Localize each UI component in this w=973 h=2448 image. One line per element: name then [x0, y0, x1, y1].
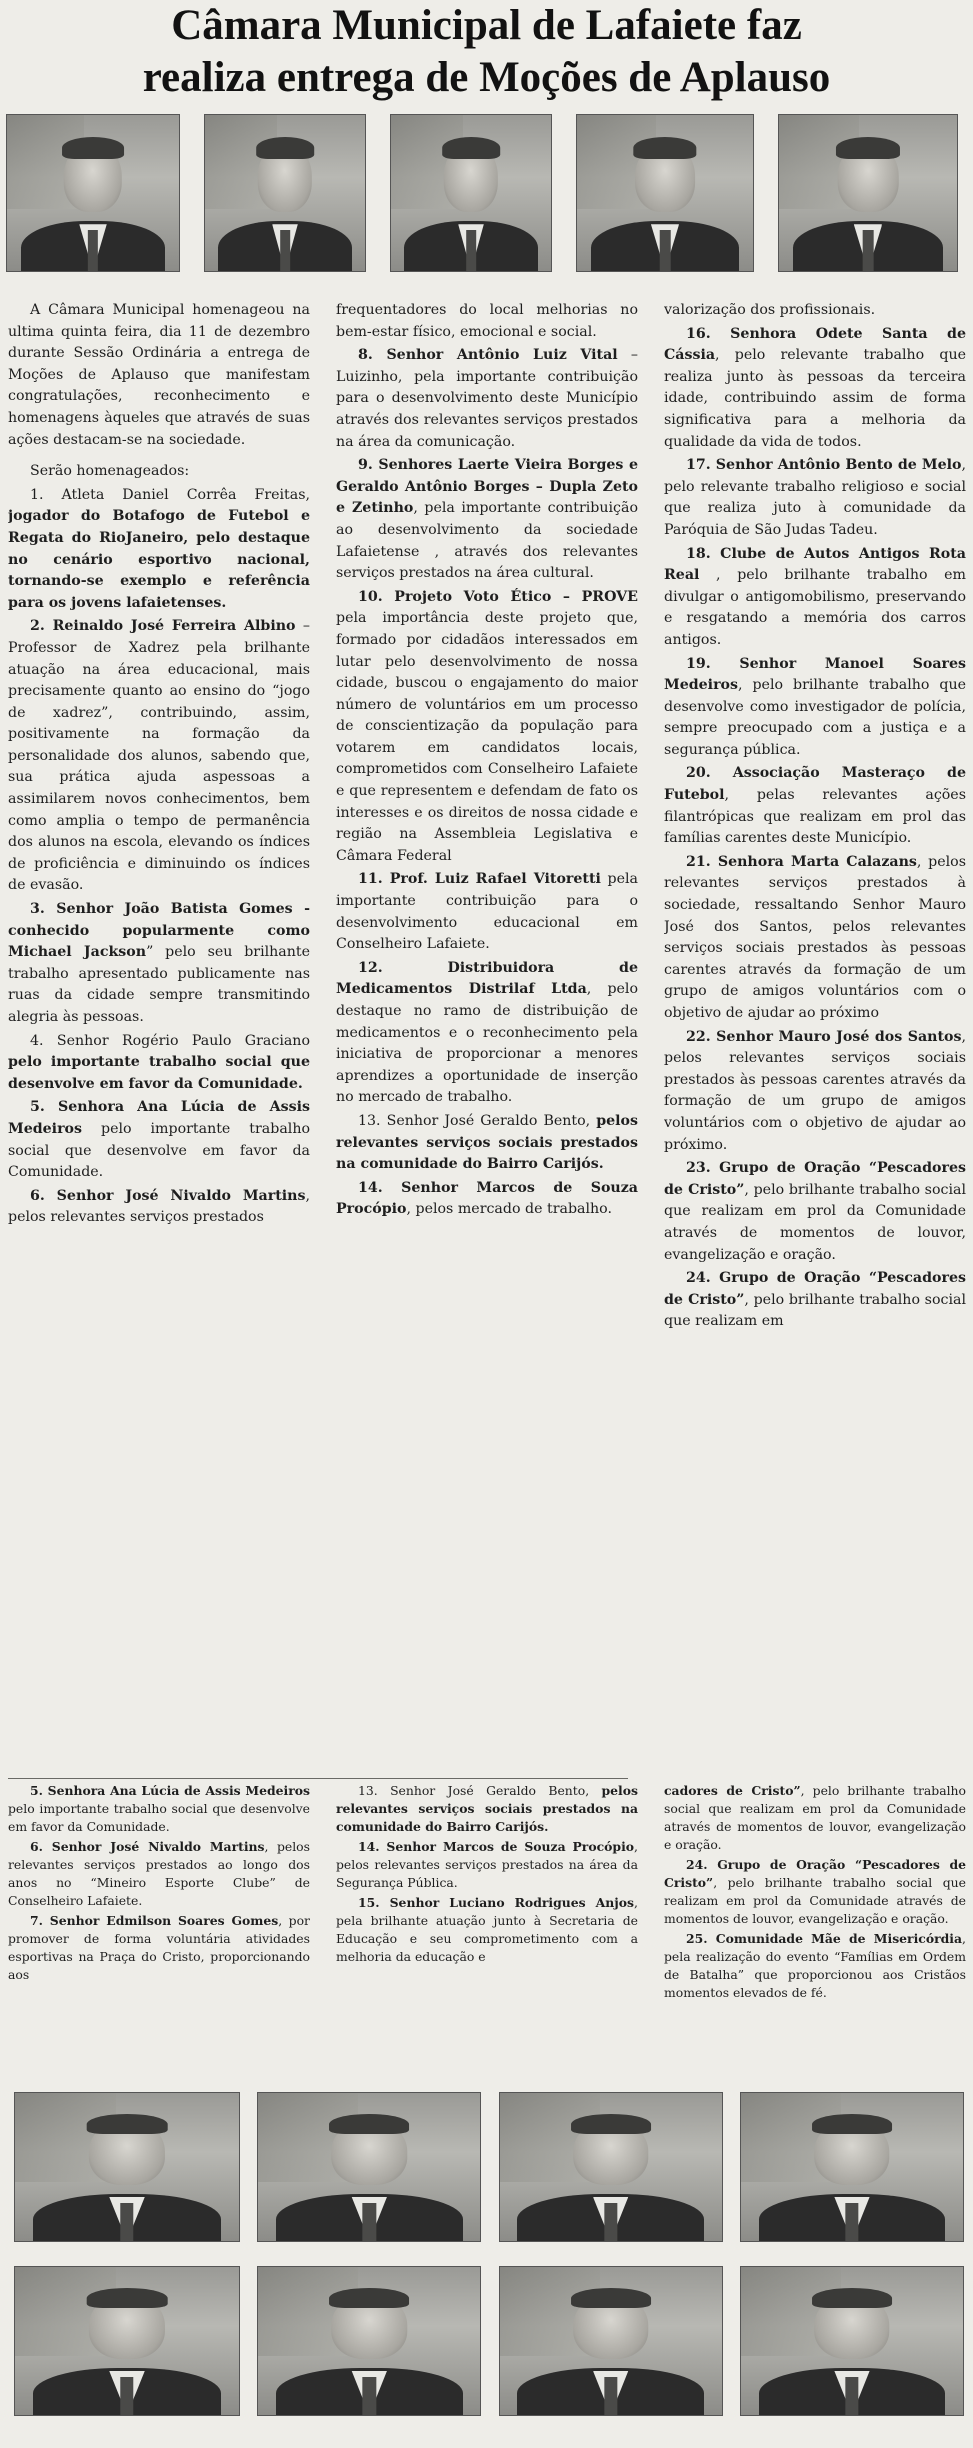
honoree-item: 25. Comunidade Mãe de Misericórdia, pela realização do evento “Famílias em Ordem de Batalha” que proporcionou aos Cristãos momentos elevados de fé. — [664, 1931, 966, 2000]
column-3 — [664, 300, 966, 1780]
portrait-photo — [257, 2092, 481, 2242]
honoree-item: 20. Associação Masteraço de Futebol, pelas relevantes ações filantrópicas que realizam em prol das famílias carentes deste Município. — [664, 765, 966, 847]
honoree-item: 5. Senhora Ana Lúcia de Assis Medeiros pelo importante trabalho social que desenvolve em favor da Comunidade. — [8, 1783, 310, 1834]
honoree-item: 9. Senhores Laerte Vieira Borges e Geraldo Antônio Borges – Dupla Zeto e Zetinho, pela importante contribuição ao desenvolvimento da sociedade Lafaietense , através dos relevantes serviços prestados na área cultural. — [336, 457, 638, 582]
headline-line-1: Câmara Municipal de Lafaiete faz — [171, 2, 802, 49]
lower-column-3 — [664, 1782, 966, 2072]
honoree-item: 6. Senhor José Nivaldo Martins, pelos relevantes serviços prestados — [8, 1187, 310, 1226]
portrait-photo — [14, 2266, 240, 2416]
article-continuation — [8, 1782, 966, 2072]
honoree-item: 1. Atleta Daniel Corrêa Freitas, jogador do Botafogo de Futebol e Regata do RioJaneiro, pelo destaque no cenário esportivo nacional, tornando-se exemplo e referência para os jovens lafaietenses. — [8, 486, 310, 611]
honoree-item: 13. Senhor José Geraldo Bento, pelos relevantes serviços sociais prestados na comunidade do Bairro Carijós. — [336, 1112, 638, 1173]
honoree-item: 22. Senhor Mauro José dos Santos, pelos relevantes serviços sociais prestados às pessoas carentes através da formação de um grupo de amigos voluntários com o objetivo de ajudar ao próximo. — [664, 1028, 966, 1153]
honoree-item: 17. Senhor Antônio Bento de Melo, pelo relevante trabalho religioso e social que realiza juto à comunidade da Paróquia de São Judas Tadeu. — [664, 457, 966, 538]
honoree-item: 8. Senhor Antônio Luiz Vital – Luizinho, pela importante contribuição para o desenvolvimento deste Município através dos relevantes serviços prestados na área da comunicação. — [336, 347, 638, 450]
portrait-photo — [257, 2266, 481, 2416]
honoree-item: 24. Grupo de Oração “Pescadores de Cristo”, pelo brilhante trabalho social que realizam em — [664, 1270, 966, 1330]
honoree-item: 5. Senhora Ana Lúcia de Assis Medeiros pelo importante trabalho social que desenvolve em favor da Comunidade. — [8, 1099, 310, 1181]
portrait-photo — [499, 2092, 723, 2242]
honoree-item: 7. Senhor Edmilson Soares Gomes, por promover de forma voluntária atividades esportivas na Praça do Cristo, proporcionando aos — [8, 1913, 310, 1982]
honoree-item: 16. Senhora Odete Santa de Cássia, pelo relevante trabalho que realiza junto às pessoas da terceira idade, contribuindo assim de forma significativa para a melhoria da qualidade da vida de todos. — [664, 325, 966, 450]
article-body — [8, 300, 966, 1780]
portrait-photo — [499, 2266, 723, 2416]
portrait-photo — [778, 114, 958, 272]
portrait-photo — [576, 114, 754, 272]
top-photo-row — [6, 114, 958, 272]
portrait-photo — [390, 114, 552, 272]
honorees-heading: Serão homenageados: — [30, 463, 190, 480]
headline — [0, 0, 973, 104]
honoree-item: 13. Senhor José Geraldo Bento, pelos relevantes serviços sociais prestados na comunidade do Bairro Carijós. — [336, 1783, 638, 1834]
honoree-item: 3. Senhor João Batista Gomes - conhecido popularmente como Michael Jackson” pelo seu brilhante trabalho apresentado publicamente nas ruas da cidade sempre transmitindo alegria às pessoas. — [8, 901, 310, 1025]
bottom-photo-row-1 — [14, 2092, 964, 2242]
honoree-item: 18. Clube de Autos Antigos Rota Real , pelo brilhante trabalho em divulgar o antigomobilismo, preservando e resgatando a memória dos carros antigos. — [664, 545, 966, 648]
honoree-item: 24. Grupo de Oração “Pescadores de Cristo”, pelo brilhante trabalho social que realizam em prol da Comunidade através de momentos de louvor, evangelização e oração. — [664, 1857, 966, 1926]
honoree-item: 21. Senhora Marta Calazans, pelos relevantes serviços prestados à sociedade, ressaltando Senhor Mauro José dos Santos, pelos relevantes serviços sociais prestados às pessoas carentes através da formação de um grupo de amigos voluntários com o objetivo de ajudar ao próximo — [664, 853, 966, 1021]
continued-text: valorização dos profissionais. — [664, 302, 876, 318]
bottom-photo-row-2 — [14, 2266, 964, 2416]
honoree-item: 15. Senhor Luciano Rodrigues Anjos, pela brilhante atuação junto à Secretaria de Educação e seu comprometimento com a melhoria da educação e — [336, 1895, 638, 1964]
lower-column-2 — [336, 1782, 638, 2072]
portrait-photo — [740, 2092, 964, 2242]
honoree-item: 2. Reinaldo José Ferreira Albino – Professor de Xadrez pela brilhante atuação na área educacional, mais precisamente quanto ao ensino do “jogo de xadrez”, contribuindo, assim, positivamente na formação da personalidade dos alunos, sabendo que, sua prática ajuda aspessoas a assimilarem novos conhecimentos, bem como amplia o tempo de permanência dos alunos na escola, elevando os índices de proficiência e diminuindo os índices de evasão. — [8, 618, 310, 894]
section-divider — [8, 1778, 628, 1779]
portrait-photo — [6, 114, 180, 272]
portrait-photo — [14, 2092, 240, 2242]
honoree-item: 11. Prof. Luiz Rafael Vitoretti pela importante contribuição para o desenvolvimento educacional em Conselheiro Lafaiete. — [336, 871, 638, 953]
honoree-item: 14. Senhor Marcos de Souza Procópio, pelos relevantes serviços prestados na área da Segurança Pública. — [336, 1839, 638, 1890]
column-2 — [336, 300, 638, 1780]
honoree-item: cadores de Cristo”, pelo brilhante trabalho social que realizam em prol da Comunidade através de momentos de louvor, evangelização e oração. — [664, 1783, 966, 1852]
honoree-item: 6. Senhor José Nivaldo Martins, pelos relevantes serviços prestados ao longo dos anos no “Mineiro Esporte Clube” de Conselheiro Lafaiete. — [8, 1839, 310, 1908]
honoree-item: 10. Projeto Voto Ético – PROVE pela importância deste projeto que, formado por cidadãos interessados em lutar pelo desenvolvimento de nossa cidade, buscou o engajamento do maior número de voluntários em um processo de conscientização da população para votarem em candidatos locais, comprometidos com Conselheiro Lafaiete e que representem e defendam de fato os interesses e os direitos de nossa cidade e região na Assembleia Legislativa e Câmara Federal — [336, 588, 638, 864]
portrait-photo — [740, 2266, 964, 2416]
intro-paragraph: A Câmara Municipal homenageou na ultima quinta feira, dia 11 de dezembro durante Sessão Ordinária a entrega de Moções de Aplauso que manifestam congratulações, reconhecimento e homenagens àqueles que através de suas ações destacam-se na sociedade. — [8, 302, 310, 448]
honoree-item: 12. Distribuidora de Medicamentos Distrilaf Ltda, pelo destaque no ramo de distribuição de medicamentos e o reconhecimento pela iniciativa de proporcionar a menores aprendizes a oportunidade de inserção no mercado de trabalho. — [336, 959, 638, 1106]
column-1 — [8, 300, 310, 1780]
headline-line-2: realiza entrega de Moções de Aplauso — [142, 54, 831, 101]
honoree-item: 4. Senhor Rogério Paulo Graciano pelo importante trabalho social que desenvolve em favor da Comunidade. — [8, 1032, 310, 1092]
lower-column-1 — [8, 1782, 310, 2072]
portrait-photo — [204, 114, 366, 272]
continued-text: frequentadores do local melhorias no bem-estar físico, emocional e social. — [336, 302, 638, 340]
honoree-item: 19. Senhor Manoel Soares Medeiros, pelo brilhante trabalho que desenvolve como investigador de polícia, sempre preocupado com a justiça e a segurança pública. — [664, 655, 966, 758]
honoree-item: 14. Senhor Marcos de Souza Procópio, pelos mercado de trabalho. — [336, 1179, 638, 1218]
honoree-item: 23. Grupo de Oração “Pescadores de Cristo”, pelo brilhante trabalho social que realizam em prol da Comunidade através de momentos de louvor, evangelização e oração. — [664, 1160, 966, 1263]
